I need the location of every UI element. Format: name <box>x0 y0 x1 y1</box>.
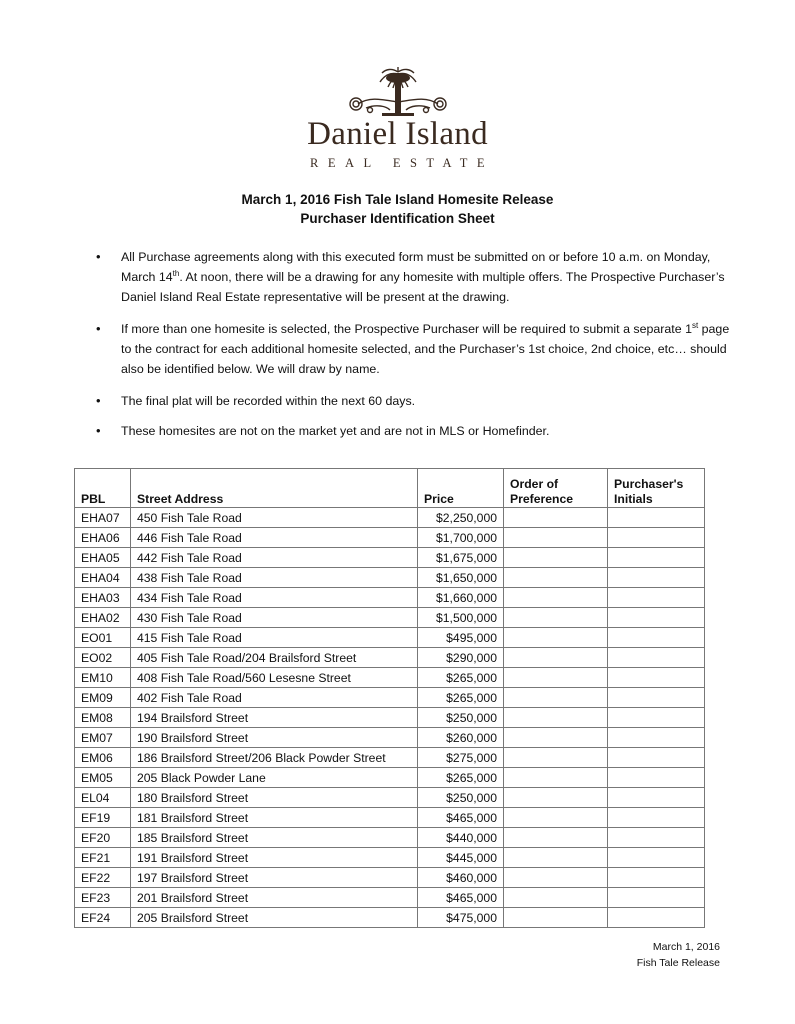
instruction-item <box>93 391 733 411</box>
cell-street-address: 194 Brailsford Street <box>131 708 418 728</box>
cell-purchaser-initials[interactable] <box>608 828 705 848</box>
page-footer <box>637 939 720 971</box>
cell-pbl: EF20 <box>75 828 131 848</box>
cell-order-of-preference[interactable] <box>504 768 608 788</box>
logo-wordmark: Daniel Island <box>307 116 488 152</box>
cell-street-address: 434 Fish Tale Road <box>131 588 418 608</box>
cell-order-of-preference[interactable] <box>504 828 608 848</box>
cell-price: $2,250,000 <box>418 508 504 528</box>
palmetto-tree-logo-icon <box>318 66 478 118</box>
cell-purchaser-initials[interactable] <box>608 528 705 548</box>
cell-purchaser-initials[interactable] <box>608 808 705 828</box>
cell-street-address: 438 Fish Tale Road <box>131 568 418 588</box>
cell-street-address: 190 Brailsford Street <box>131 728 418 748</box>
cell-purchaser-initials[interactable] <box>608 648 705 668</box>
title-line-1: March 1, 2016 Fish Tale Island Homesite Release <box>241 192 554 207</box>
table-row <box>75 588 705 608</box>
cell-purchaser-initials[interactable] <box>608 728 705 748</box>
table-row <box>75 508 705 528</box>
cell-street-address: 442 Fish Tale Road <box>131 548 418 568</box>
superscript: th <box>172 268 180 278</box>
table-row <box>75 728 705 748</box>
cell-order-of-preference[interactable] <box>504 508 608 528</box>
table-row <box>75 548 705 568</box>
table-row <box>75 748 705 768</box>
table-row <box>75 708 705 728</box>
cell-street-address: 446 Fish Tale Road <box>131 528 418 548</box>
table-row <box>75 868 705 888</box>
cell-order-of-preference[interactable] <box>504 808 608 828</box>
cell-price: $465,000 <box>418 888 504 908</box>
table-row <box>75 828 705 848</box>
cell-price: $265,000 <box>418 688 504 708</box>
header-street-address: Street Address <box>131 469 418 508</box>
table-row <box>75 608 705 628</box>
cell-order-of-preference[interactable] <box>504 748 608 768</box>
cell-street-address: 181 Brailsford Street <box>131 808 418 828</box>
cell-price: $1,660,000 <box>418 588 504 608</box>
header-purchaser-initials <box>608 469 705 508</box>
cell-purchaser-initials[interactable] <box>608 688 705 708</box>
cell-purchaser-initials[interactable] <box>608 908 705 928</box>
cell-street-address: 405 Fish Tale Road/204 Brailsford Street <box>131 648 418 668</box>
cell-order-of-preference[interactable] <box>504 888 608 908</box>
cell-street-address: 415 Fish Tale Road <box>131 628 418 648</box>
logo-subtitle: REAL ESTATE <box>310 156 494 170</box>
cell-pbl: EL04 <box>75 788 131 808</box>
cell-pbl: EM07 <box>75 728 131 748</box>
cell-purchaser-initials[interactable] <box>608 588 705 608</box>
cell-purchaser-initials[interactable] <box>608 868 705 888</box>
cell-price: $1,675,000 <box>418 548 504 568</box>
header-line: Order of <box>510 477 559 491</box>
cell-purchaser-initials[interactable] <box>608 668 705 688</box>
instruction-text: The final plat will be recorded within the next 60 days. <box>121 394 416 408</box>
cell-pbl: EM06 <box>75 748 131 768</box>
table-row <box>75 888 705 908</box>
cell-price: $495,000 <box>418 628 504 648</box>
cell-price: $465,000 <box>418 808 504 828</box>
superscript: st <box>691 320 699 330</box>
cell-price: $440,000 <box>418 828 504 848</box>
cell-purchaser-initials[interactable] <box>608 788 705 808</box>
homesite-table <box>74 468 705 928</box>
cell-price: $260,000 <box>418 728 504 748</box>
cell-order-of-preference[interactable] <box>504 868 608 888</box>
cell-street-address: 185 Brailsford Street <box>131 828 418 848</box>
cell-pbl: EHA07 <box>75 508 131 528</box>
table-row <box>75 808 705 828</box>
instruction-item <box>93 247 733 307</box>
cell-street-address: 205 Black Powder Lane <box>131 768 418 788</box>
cell-street-address: 450 Fish Tale Road <box>131 508 418 528</box>
cell-pbl: EM09 <box>75 688 131 708</box>
table-row <box>75 908 705 928</box>
cell-order-of-preference[interactable] <box>504 788 608 808</box>
cell-order-of-preference[interactable] <box>504 728 608 748</box>
table-row <box>75 648 705 668</box>
table-row <box>75 688 705 708</box>
cell-pbl: EHA04 <box>75 568 131 588</box>
table-header-row <box>75 469 705 508</box>
cell-pbl: EF19 <box>75 808 131 828</box>
instruction-text: page to the contract for each additional homesite selected, and the Purchaser’s 1st choice, 2nd choice, etc… should also be identified below. We will draw by name. <box>121 322 730 376</box>
cell-pbl: EM05 <box>75 768 131 788</box>
cell-price: $275,000 <box>418 748 504 768</box>
header-line: Purchaser's <box>614 477 684 491</box>
cell-order-of-preference[interactable] <box>504 648 608 668</box>
cell-price: $475,000 <box>418 908 504 928</box>
cell-street-address: 201 Brailsford Street <box>131 888 418 908</box>
cell-street-address: 430 Fish Tale Road <box>131 608 418 628</box>
cell-order-of-preference[interactable] <box>504 528 608 548</box>
cell-purchaser-initials[interactable] <box>608 888 705 908</box>
table-row <box>75 628 705 648</box>
cell-purchaser-initials[interactable] <box>608 628 705 648</box>
instruction-text: All Purchase agreements along with this executed form must be submitted on or before 10 a.m. on Monday, March 14 <box>121 250 711 284</box>
cell-purchaser-initials[interactable] <box>608 768 705 788</box>
table-row <box>75 668 705 688</box>
instruction-item <box>93 319 733 379</box>
cell-street-address: 180 Brailsford Street <box>131 788 418 808</box>
cell-price: $265,000 <box>418 668 504 688</box>
cell-price: $445,000 <box>418 848 504 868</box>
cell-price: $250,000 <box>418 708 504 728</box>
instructions-list <box>93 247 733 453</box>
header-line: Initials <box>614 492 653 506</box>
document-title <box>0 190 795 228</box>
cell-price: $265,000 <box>418 768 504 788</box>
cell-order-of-preference[interactable] <box>504 548 608 568</box>
cell-purchaser-initials[interactable] <box>608 848 705 868</box>
cell-street-address: 408 Fish Tale Road/560 Lesesne Street <box>131 668 418 688</box>
cell-street-address: 191 Brailsford Street <box>131 848 418 868</box>
cell-street-address: 186 Brailsford Street/206 Black Powder Street <box>131 748 418 768</box>
company-logo <box>0 66 795 171</box>
cell-order-of-preference[interactable] <box>504 628 608 648</box>
cell-order-of-preference[interactable] <box>504 848 608 868</box>
cell-price: $1,650,000 <box>418 568 504 588</box>
cell-pbl: EM08 <box>75 708 131 728</box>
header-line: Preference <box>510 492 574 506</box>
cell-order-of-preference[interactable] <box>504 708 608 728</box>
cell-order-of-preference[interactable] <box>504 608 608 628</box>
cell-purchaser-initials[interactable] <box>608 568 705 588</box>
cell-order-of-preference[interactable] <box>504 568 608 588</box>
table-row <box>75 528 705 548</box>
cell-pbl: EF24 <box>75 908 131 928</box>
header-pbl: PBL <box>75 469 131 508</box>
cell-purchaser-initials[interactable] <box>608 748 705 768</box>
cell-purchaser-initials[interactable] <box>608 508 705 528</box>
table-row <box>75 568 705 588</box>
footer-label: Fish Tale Release <box>636 957 720 969</box>
instruction-text: If more than one homesite is selected, the Prospective Purchaser will be required to submit a separate 1 <box>121 322 692 336</box>
cell-purchaser-initials[interactable] <box>608 608 705 628</box>
cell-order-of-preference[interactable] <box>504 668 608 688</box>
table-body <box>75 508 705 928</box>
cell-pbl: EO02 <box>75 648 131 668</box>
cell-order-of-preference[interactable] <box>504 688 608 708</box>
cell-purchaser-initials[interactable] <box>608 708 705 728</box>
cell-street-address: 402 Fish Tale Road <box>131 688 418 708</box>
table-row <box>75 848 705 868</box>
cell-order-of-preference[interactable] <box>504 588 608 608</box>
cell-price: $250,000 <box>418 788 504 808</box>
footer-date: March 1, 2016 <box>652 941 720 953</box>
cell-pbl: EF21 <box>75 848 131 868</box>
cell-pbl: EHA03 <box>75 588 131 608</box>
instruction-item <box>93 421 733 441</box>
cell-pbl: EHA02 <box>75 608 131 628</box>
cell-order-of-preference[interactable] <box>504 908 608 928</box>
cell-price: $290,000 <box>418 648 504 668</box>
cell-price: $1,500,000 <box>418 608 504 628</box>
cell-pbl: EF23 <box>75 888 131 908</box>
cell-street-address: 197 Brailsford Street <box>131 868 418 888</box>
table-row <box>75 768 705 788</box>
cell-street-address: 205 Brailsford Street <box>131 908 418 928</box>
cell-pbl: EO01 <box>75 628 131 648</box>
title-line-2: Purchaser Identification Sheet <box>300 211 495 226</box>
header-order-of-preference <box>504 469 608 508</box>
cell-pbl: EF22 <box>75 868 131 888</box>
instruction-text: These homesites are not on the market yet and are not in MLS or Homefinder. <box>121 424 550 438</box>
table-row <box>75 788 705 808</box>
header-price: Price <box>418 469 504 508</box>
cell-price: $1,700,000 <box>418 528 504 548</box>
cell-purchaser-initials[interactable] <box>608 548 705 568</box>
cell-pbl: EM10 <box>75 668 131 688</box>
instruction-text: . At noon, there will be a drawing for any homesite with multiple offers. The Prospective Purchaser’s Daniel Island Real Estate representative will be present at the drawing. <box>121 270 725 304</box>
cell-price: $460,000 <box>418 868 504 888</box>
cell-pbl: EHA05 <box>75 548 131 568</box>
cell-pbl: EHA06 <box>75 528 131 548</box>
